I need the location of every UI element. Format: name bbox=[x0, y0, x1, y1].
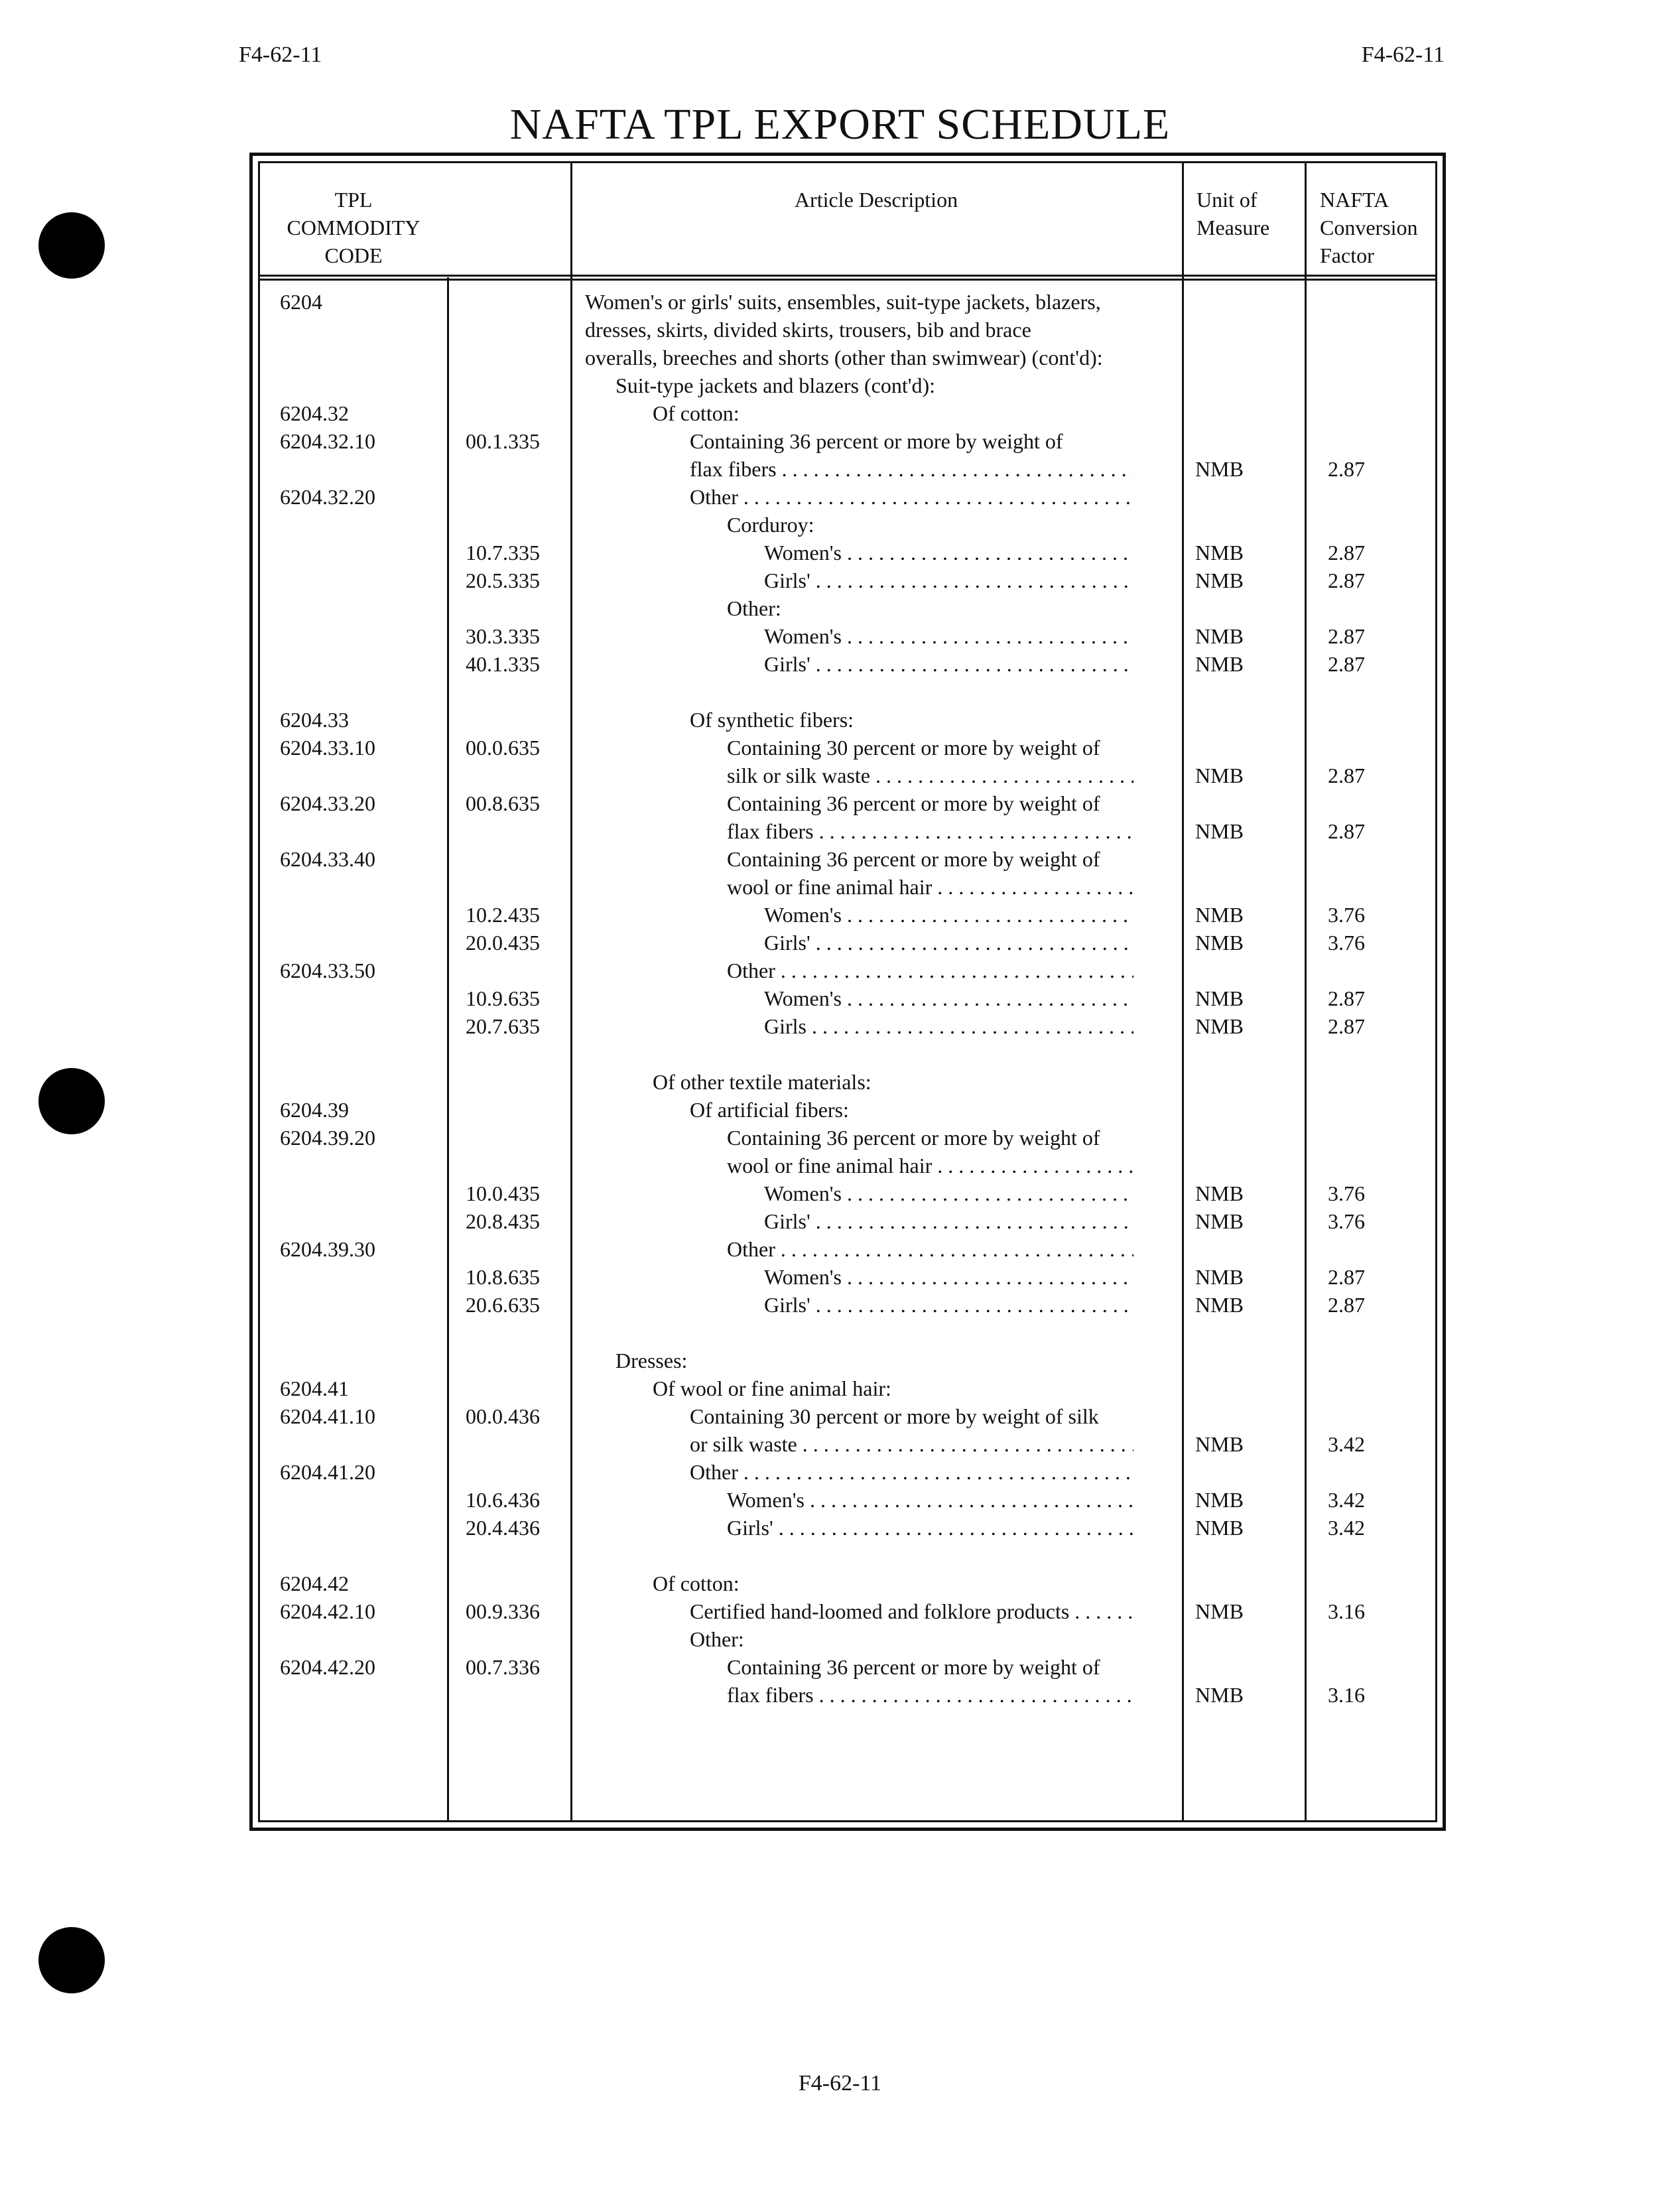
table-row bbox=[260, 1374, 1435, 1402]
table-row bbox=[260, 316, 1435, 344]
conversion-factor-cell: 3.42 bbox=[1328, 1488, 1365, 1512]
unit-of-measure-cell: NMB bbox=[1195, 931, 1244, 955]
conversion-factor-cell: 3.16 bbox=[1328, 1683, 1365, 1707]
table-row bbox=[260, 984, 1435, 1012]
article-description-cell: Girls' . . . bbox=[764, 567, 1133, 594]
table-row bbox=[260, 845, 1435, 873]
conversion-factor-cell: 2.87 bbox=[1328, 457, 1365, 481]
article-description-cell: Women's . . . bbox=[727, 1486, 1133, 1514]
stat-suffix-cell: 20.5.335 bbox=[466, 568, 540, 592]
tpl-code-cell: 6204.33.40 bbox=[280, 847, 375, 871]
conversion-factor-cell: 2.87 bbox=[1328, 624, 1365, 648]
conversion-factor-cell: 2.87 bbox=[1328, 568, 1365, 592]
tpl-code-cell: 6204.42.10 bbox=[280, 1599, 375, 1623]
stat-suffix-cell: 00.1.335 bbox=[466, 429, 540, 453]
page-title: NAFTA TPL EXPORT SCHEDULE bbox=[509, 100, 1171, 149]
unit-of-measure-cell: NMB bbox=[1195, 1432, 1244, 1456]
stat-suffix-cell: 10.0.435 bbox=[466, 1181, 540, 1205]
article-description-cell: Other . . . bbox=[690, 1458, 1133, 1486]
table-row bbox=[260, 1152, 1435, 1179]
article-description-cell: Women's . . . bbox=[764, 984, 1133, 1012]
article-description-cell: Suit-type jackets and blazers (cont'd): bbox=[615, 373, 936, 397]
article-description-cell: Women's . . . bbox=[764, 1263, 1133, 1291]
conversion-factor-cell: 2.87 bbox=[1328, 819, 1365, 843]
table-row bbox=[260, 399, 1435, 427]
stat-suffix-cell: 10.8.635 bbox=[466, 1265, 540, 1289]
article-description-cell: flax fibers . . . bbox=[727, 817, 1133, 845]
stat-suffix-cell: 20.7.635 bbox=[466, 1014, 540, 1038]
table-row bbox=[260, 1319, 1435, 1347]
stat-suffix-cell: 20.0.435 bbox=[466, 931, 540, 955]
table-row bbox=[260, 483, 1435, 511]
article-description-cell: Women's . . . bbox=[764, 1179, 1133, 1207]
unit-of-measure-cell: NMB bbox=[1195, 541, 1244, 565]
conversion-factor-cell: 2.87 bbox=[1328, 764, 1365, 787]
binder-hole-bottom bbox=[38, 1927, 105, 1993]
unit-of-measure-cell: NMB bbox=[1195, 1265, 1244, 1289]
table-row bbox=[260, 1347, 1435, 1374]
unit-of-measure-cell: NMB bbox=[1195, 1599, 1244, 1623]
binder-hole-top bbox=[38, 212, 105, 279]
article-description-cell: Other: bbox=[690, 1627, 744, 1651]
header-unit-of-measure bbox=[1196, 186, 1269, 241]
table-row bbox=[260, 1402, 1435, 1430]
table-row bbox=[260, 427, 1435, 455]
unit-of-measure-cell: NMB bbox=[1195, 652, 1244, 676]
article-description-cell: Corduroy: bbox=[727, 513, 814, 537]
table-row bbox=[260, 371, 1435, 399]
unit-of-measure-cell: NMB bbox=[1195, 1488, 1244, 1512]
header-factor-line3: Factor bbox=[1320, 243, 1374, 267]
table-row bbox=[260, 1124, 1435, 1152]
article-description-cell: Containing 36 percent or more by weight of bbox=[727, 791, 1100, 815]
page-footer-code: F4-62-11 bbox=[798, 2071, 882, 2096]
article-description-cell: flax fibers . . . bbox=[727, 1681, 1133, 1709]
table-row bbox=[260, 901, 1435, 929]
table-row bbox=[260, 678, 1435, 706]
table-row bbox=[260, 1291, 1435, 1319]
article-description-cell: Women's . . . bbox=[764, 622, 1133, 650]
table-row bbox=[260, 1235, 1435, 1263]
tpl-code-cell: 6204.32.10 bbox=[280, 429, 375, 453]
conversion-factor-cell: 2.87 bbox=[1328, 541, 1365, 565]
article-description-cell: Certified hand-loomed and folklore products . . . bbox=[690, 1597, 1133, 1625]
unit-of-measure-cell: NMB bbox=[1195, 1014, 1244, 1038]
tpl-code-cell: 6204.39 bbox=[280, 1098, 349, 1122]
table-row bbox=[260, 288, 1435, 316]
unit-of-measure-cell: NMB bbox=[1195, 1516, 1244, 1540]
header-divider-2 bbox=[260, 279, 1435, 281]
article-description-cell: Women's . . . bbox=[764, 901, 1133, 929]
article-description-cell: Containing 30 percent or more by weight of silk bbox=[690, 1404, 1099, 1428]
unit-of-measure-cell: NMB bbox=[1195, 624, 1244, 648]
tpl-code-cell: 6204.33.20 bbox=[280, 791, 375, 815]
header-tpl-code bbox=[260, 186, 447, 269]
binder-hole-middle bbox=[38, 1068, 105, 1134]
stat-suffix-cell: 00.7.336 bbox=[466, 1655, 540, 1679]
table-row bbox=[260, 929, 1435, 957]
schedule-table bbox=[249, 153, 1446, 1831]
header-tpl-line1: TPL bbox=[334, 188, 373, 212]
table-row bbox=[260, 1514, 1435, 1542]
article-description-cell: Other: bbox=[727, 596, 781, 620]
table-row bbox=[260, 455, 1435, 483]
unit-of-measure-cell: NMB bbox=[1195, 1181, 1244, 1205]
table-row bbox=[260, 1542, 1435, 1569]
stat-suffix-cell: 10.9.635 bbox=[466, 986, 540, 1010]
table-row bbox=[260, 650, 1435, 678]
table-row bbox=[260, 873, 1435, 901]
unit-of-measure-cell: NMB bbox=[1195, 986, 1244, 1010]
table-row bbox=[260, 1569, 1435, 1597]
header-tpl-line3: CODE bbox=[324, 243, 383, 267]
article-description-cell: or silk waste . . . bbox=[690, 1430, 1133, 1458]
conversion-factor-cell: 2.87 bbox=[1328, 1293, 1365, 1317]
unit-of-measure-cell: NMB bbox=[1195, 1209, 1244, 1233]
article-description-cell: Containing 30 percent or more by weight of bbox=[727, 736, 1100, 760]
tpl-code-cell: 6204.41.10 bbox=[280, 1404, 375, 1428]
page-code-right: F4-62-11 bbox=[1361, 42, 1445, 67]
article-description-cell: Girls' . . . bbox=[764, 650, 1133, 678]
stat-suffix-cell: 00.9.336 bbox=[466, 1599, 540, 1623]
article-description-cell: Of synthetic fibers: bbox=[690, 708, 854, 732]
article-description-cell: Of other textile materials: bbox=[653, 1070, 872, 1094]
stat-suffix-cell: 10.7.335 bbox=[466, 541, 540, 565]
header-conversion-factor bbox=[1320, 186, 1418, 269]
header-tpl-line2: COMMODITY bbox=[287, 216, 420, 239]
header-factor-line1: NAFTA bbox=[1320, 188, 1389, 212]
header-factor-line2: Conversion bbox=[1320, 216, 1418, 239]
article-description-cell: dresses, skirts, divided skirts, trousers, bib and brace bbox=[585, 318, 1031, 342]
table-row bbox=[260, 706, 1435, 734]
stat-suffix-cell: 40.1.335 bbox=[466, 652, 540, 676]
article-description-cell: Other . . . bbox=[690, 483, 1133, 511]
article-description-cell: Containing 36 percent or more by weight of bbox=[727, 1126, 1100, 1150]
stat-suffix-cell: 10.2.435 bbox=[466, 903, 540, 927]
table-row bbox=[260, 789, 1435, 817]
table-row bbox=[260, 622, 1435, 650]
tpl-code-cell: 6204.32.20 bbox=[280, 485, 375, 509]
article-description-cell: Containing 36 percent or more by weight of bbox=[727, 1655, 1100, 1679]
table-row bbox=[260, 1068, 1435, 1096]
header-unit-line2: Measure bbox=[1196, 216, 1270, 239]
table-row bbox=[260, 511, 1435, 539]
tpl-code-cell: 6204.41 bbox=[280, 1376, 349, 1400]
table-row bbox=[260, 594, 1435, 622]
tpl-code-cell: 6204.42 bbox=[280, 1571, 349, 1595]
table-row bbox=[260, 817, 1435, 845]
tpl-code-cell: 6204.39.30 bbox=[280, 1237, 375, 1261]
table-row bbox=[260, 1012, 1435, 1040]
article-description-cell: silk or silk waste . . . bbox=[727, 762, 1133, 789]
tpl-code-cell: 6204.39.20 bbox=[280, 1126, 375, 1150]
article-description-cell: Girls' . . . bbox=[727, 1514, 1133, 1542]
tpl-code-cell: 6204 bbox=[280, 290, 322, 314]
table-row bbox=[260, 1207, 1435, 1235]
table-body bbox=[260, 288, 1435, 1709]
unit-of-measure-cell: NMB bbox=[1195, 1683, 1244, 1707]
table-row bbox=[260, 539, 1435, 567]
article-description-cell: Girls . . . bbox=[764, 1012, 1133, 1040]
header-article-description: Article Description bbox=[794, 188, 958, 212]
stat-suffix-cell: 00.0.436 bbox=[466, 1404, 540, 1428]
table-row bbox=[260, 1179, 1435, 1207]
article-description-cell: Other . . . bbox=[727, 957, 1133, 984]
tpl-code-cell: 6204.33.50 bbox=[280, 959, 375, 982]
header-divider bbox=[260, 275, 1435, 277]
article-description-cell: Women's or girls' suits, ensembles, suit-type jackets, blazers, bbox=[585, 290, 1101, 314]
page-code-left: F4-62-11 bbox=[239, 42, 322, 67]
table-row bbox=[260, 1597, 1435, 1625]
table-row bbox=[260, 344, 1435, 371]
conversion-factor-cell: 3.76 bbox=[1328, 1209, 1365, 1233]
unit-of-measure-cell: NMB bbox=[1195, 568, 1244, 592]
conversion-factor-cell: 2.87 bbox=[1328, 652, 1365, 676]
unit-of-measure-cell: NMB bbox=[1195, 903, 1244, 927]
header-unit-line1: Unit of bbox=[1196, 188, 1258, 212]
table-row bbox=[260, 1263, 1435, 1291]
stat-suffix-cell: 20.8.435 bbox=[466, 1209, 540, 1233]
unit-of-measure-cell: NMB bbox=[1195, 764, 1244, 787]
table-inner-border bbox=[258, 161, 1437, 1822]
tpl-code-cell: 6204.33.10 bbox=[280, 736, 375, 760]
tpl-code-cell: 6204.42.20 bbox=[280, 1655, 375, 1679]
table-row bbox=[260, 1653, 1435, 1681]
conversion-factor-cell: 3.42 bbox=[1328, 1516, 1365, 1540]
tpl-code-cell: 6204.33 bbox=[280, 708, 349, 732]
stat-suffix-cell: 20.6.635 bbox=[466, 1293, 540, 1317]
article-description-cell: wool or fine animal hair . . . bbox=[727, 873, 1133, 901]
conversion-factor-cell: 2.87 bbox=[1328, 1014, 1365, 1038]
article-description-cell: Women's . . . bbox=[764, 539, 1133, 567]
table-row bbox=[260, 1681, 1435, 1709]
unit-of-measure-cell: NMB bbox=[1195, 819, 1244, 843]
table-row bbox=[260, 957, 1435, 984]
conversion-factor-cell: 3.76 bbox=[1328, 903, 1365, 927]
table-row bbox=[260, 1430, 1435, 1458]
table-row bbox=[260, 1458, 1435, 1486]
table-row bbox=[260, 1096, 1435, 1124]
article-description-cell: wool or fine animal hair . . . bbox=[727, 1152, 1133, 1179]
article-description-cell: flax fibers . . . bbox=[690, 455, 1133, 483]
table-row bbox=[260, 1040, 1435, 1068]
conversion-factor-cell: 3.76 bbox=[1328, 1181, 1365, 1205]
article-description-cell: Of cotton: bbox=[653, 401, 740, 425]
conversion-factor-cell: 2.87 bbox=[1328, 1265, 1365, 1289]
article-description-cell: Girls' . . . bbox=[764, 929, 1133, 957]
stat-suffix-cell: 30.3.335 bbox=[466, 624, 540, 648]
conversion-factor-cell: 2.87 bbox=[1328, 986, 1365, 1010]
article-description-cell: overalls, breeches and shorts (other than swimwear) (cont'd): bbox=[585, 346, 1103, 369]
article-description-cell: Of cotton: bbox=[653, 1571, 740, 1595]
unit-of-measure-cell: NMB bbox=[1195, 457, 1244, 481]
stat-suffix-cell: 00.8.635 bbox=[466, 791, 540, 815]
article-description-cell: Girls' . . . bbox=[764, 1207, 1133, 1235]
table-row bbox=[260, 1625, 1435, 1653]
conversion-factor-cell: 3.42 bbox=[1328, 1432, 1365, 1456]
conversion-factor-cell: 3.76 bbox=[1328, 931, 1365, 955]
table-row bbox=[260, 762, 1435, 789]
article-description-cell: Other . . . bbox=[727, 1235, 1133, 1263]
unit-of-measure-cell: NMB bbox=[1195, 1293, 1244, 1317]
stat-suffix-cell: 10.6.436 bbox=[466, 1488, 540, 1512]
article-description-cell: Containing 36 percent or more by weight of bbox=[727, 847, 1100, 871]
article-description-cell: Of wool or fine animal hair: bbox=[653, 1376, 891, 1400]
stat-suffix-cell: 20.4.436 bbox=[466, 1516, 540, 1540]
table-row bbox=[260, 567, 1435, 594]
stat-suffix-cell: 00.0.635 bbox=[466, 736, 540, 760]
tpl-code-cell: 6204.41.20 bbox=[280, 1460, 375, 1484]
article-description-cell: Of artificial fibers: bbox=[690, 1098, 849, 1122]
article-description-cell: Containing 36 percent or more by weight of bbox=[690, 429, 1063, 453]
article-description-cell: Girls' . . . bbox=[764, 1291, 1133, 1319]
tpl-code-cell: 6204.32 bbox=[280, 401, 349, 425]
conversion-factor-cell: 3.16 bbox=[1328, 1599, 1365, 1623]
table-row bbox=[260, 734, 1435, 762]
table-row bbox=[260, 1486, 1435, 1514]
article-description-cell: Dresses: bbox=[615, 1349, 688, 1372]
